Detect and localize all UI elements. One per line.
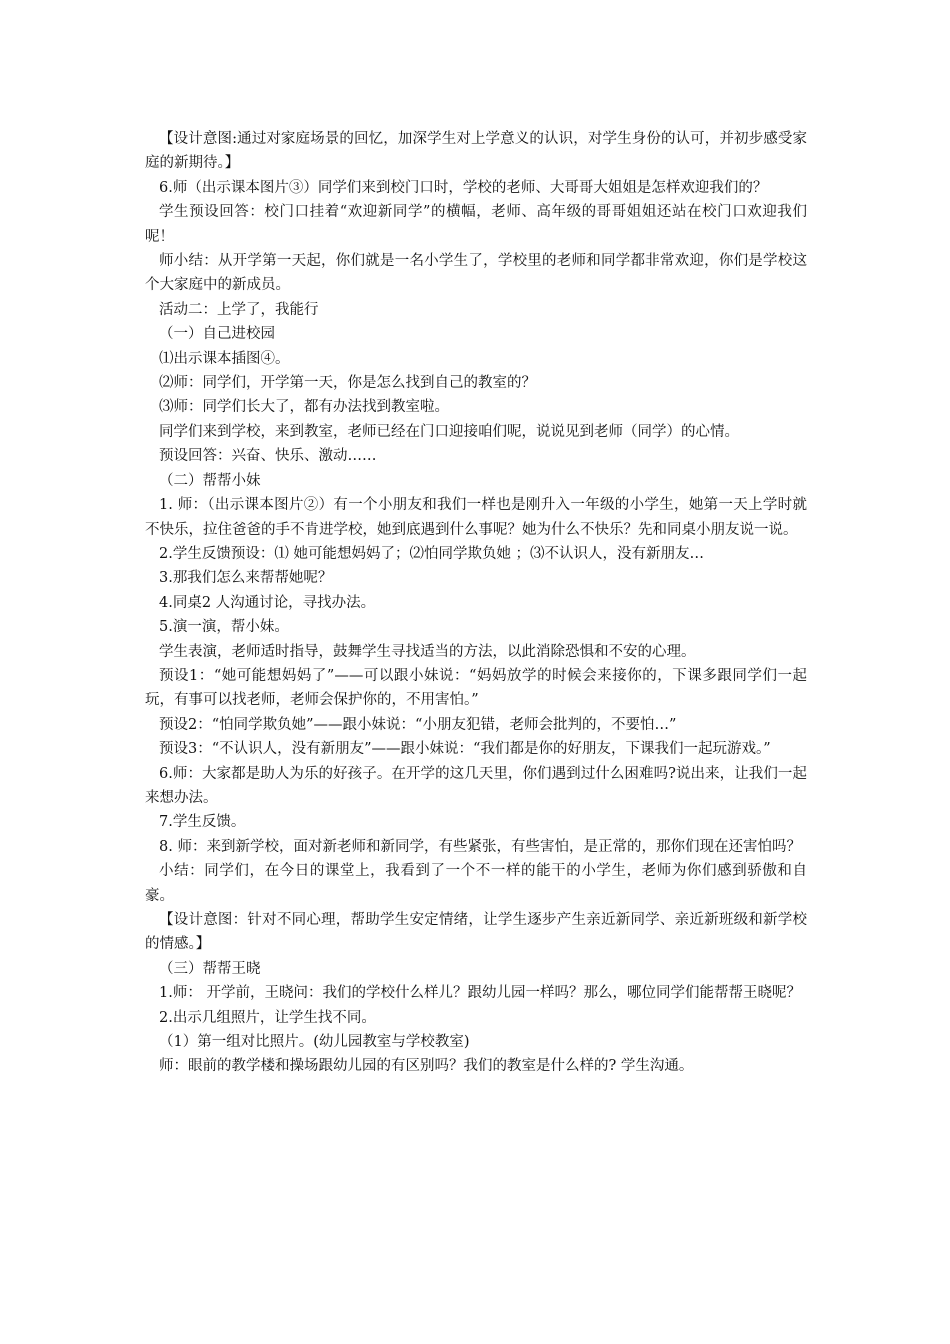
design-intent-paragraph: 【设计意图:通过对家庭场景的回忆，加深学生对上学意义的认识，对学生身份的认可，并初步感受家庭的新期待。】 — [145, 131, 807, 172]
summary-paragraph: 师小结：从开学第一天起，你们就是一名小学生了，学校里的老师和同学都非常欢迎，你们是学校这个大家庭中的新成员。 — [145, 253, 807, 294]
answer-paragraph: 预设回答：兴奋、快乐、激动…… — [159, 448, 377, 465]
document-page — [145, 127, 807, 1079]
step-paragraph: 6.师：大家都是助人为乐的好孩子。在开学的这几天里，你们遇到过什么困难吗?说出来，让我们一起来想办法。 — [145, 765, 807, 806]
preset-paragraph: 预设1：“她可能想妈妈了”——可以跟小妹说：“妈妈放学的时候会来接你的，下课多跟同学们一起玩，有事可以找老师，老师会保护你的，不用害怕。” — [145, 667, 807, 709]
design-intent-paragraph: 【设计意图：针对不同心理，帮助学生安定情绪，让学生逐步产生亲近新同学、亲近新班级和新学校的情感。】 — [145, 912, 807, 953]
preset-paragraph: 预设2：“怕同学欺负她”——跟小妹说：“小朋友犯错，老师会批判的，不要怕…” — [159, 716, 677, 733]
preset-paragraph: 预设3：“不认识人，没有新朋友”——跟小妹说：“我们都是你的好朋友，下课我们一起玩游戏。” — [159, 741, 771, 758]
step-paragraph: 2.学生反馈预设：⑴ 她可能想妈妈了；⑵怕同学欺负她 ；⑶不认识人，没有新朋友… — [159, 545, 705, 562]
body-paragraph: 学生表演，老师适时指导，鼓舞学生寻找适当的方法，以此消除恐惧和不安的心理。 — [159, 643, 696, 660]
answer-paragraph: 学生预设回答：校门口挂着“欢迎新同学”的横幅，老师、高年级的哥哥姐姐还站在校门口欢迎我们呢！ — [145, 204, 807, 245]
body-paragraph: 师：眼前的教学楼和操场跟幼儿园的有区别吗？我们的教室是什么样的? 学生沟通。 — [159, 1058, 694, 1075]
section-heading: （三）帮帮王晓 — [159, 960, 261, 977]
step-paragraph: 2.出示几组照片，让学生找不同。 — [159, 1009, 376, 1026]
step-paragraph: 1.师： 开学前，王晓问：我们的学校什么样儿？跟幼儿园一样吗？那么，哪位同学们能帮帮王晓呢？ — [159, 985, 801, 1002]
section-heading: （一）自己进校园 — [159, 326, 275, 343]
step-paragraph: ⑵师：同学们，开学第一天，你是怎么找到自己的教室的？ — [159, 375, 536, 392]
step-paragraph: 3.那我们怎么来帮帮她呢？ — [159, 570, 333, 587]
step-paragraph: ⑶师：同学们长大了，都有办法找到教室啦。 — [159, 399, 449, 416]
activity-heading: 活动二：上学了，我能行 — [159, 301, 319, 318]
step-paragraph: ⑴出示课本插图④。 — [159, 350, 290, 367]
step-paragraph: 4.同桌2 人沟通讨论，寻找办法。 — [159, 594, 376, 611]
body-paragraph: 同学们来到学校，来到教室，老师已经在门口迎接咱们呢，说说见到老师（同学）的心情。 — [159, 423, 739, 440]
step-paragraph: 5.演一演，帮小妹。 — [159, 619, 289, 636]
step-paragraph: 7.学生反馈。 — [159, 814, 246, 831]
step-paragraph: 8. 师：来到新学校，面对新老师和新同学，有些紧张，有些害怕，是正常的，那你们现在还害怕吗？ — [159, 838, 801, 855]
section-heading: （二）帮帮小妹 — [159, 472, 261, 489]
step-paragraph: 1. 师：（出示课本图片②）有一个小朋友和我们一样也是刚升入一年级的小学生，她第一天上学时就不快乐，拉住爸爸的手不肯进学校，她到底遇到什么事呢？她为什么不快乐？先和同桌小朋友说一说。 — [145, 497, 807, 538]
step-paragraph: （1）第一组对比照片。(幼儿园教室与学校教室) — [159, 1034, 470, 1051]
question-paragraph: 6.师（出示课本图片③）同学们来到校门口时，学校的老师、大哥哥大姐姐是怎样欢迎我们的？ — [159, 179, 768, 196]
summary-paragraph: 小结：同学们，在今日的课堂上，我看到了一个不一样的能干的小学生，老师为你们感到骄傲和自豪。 — [145, 863, 807, 904]
